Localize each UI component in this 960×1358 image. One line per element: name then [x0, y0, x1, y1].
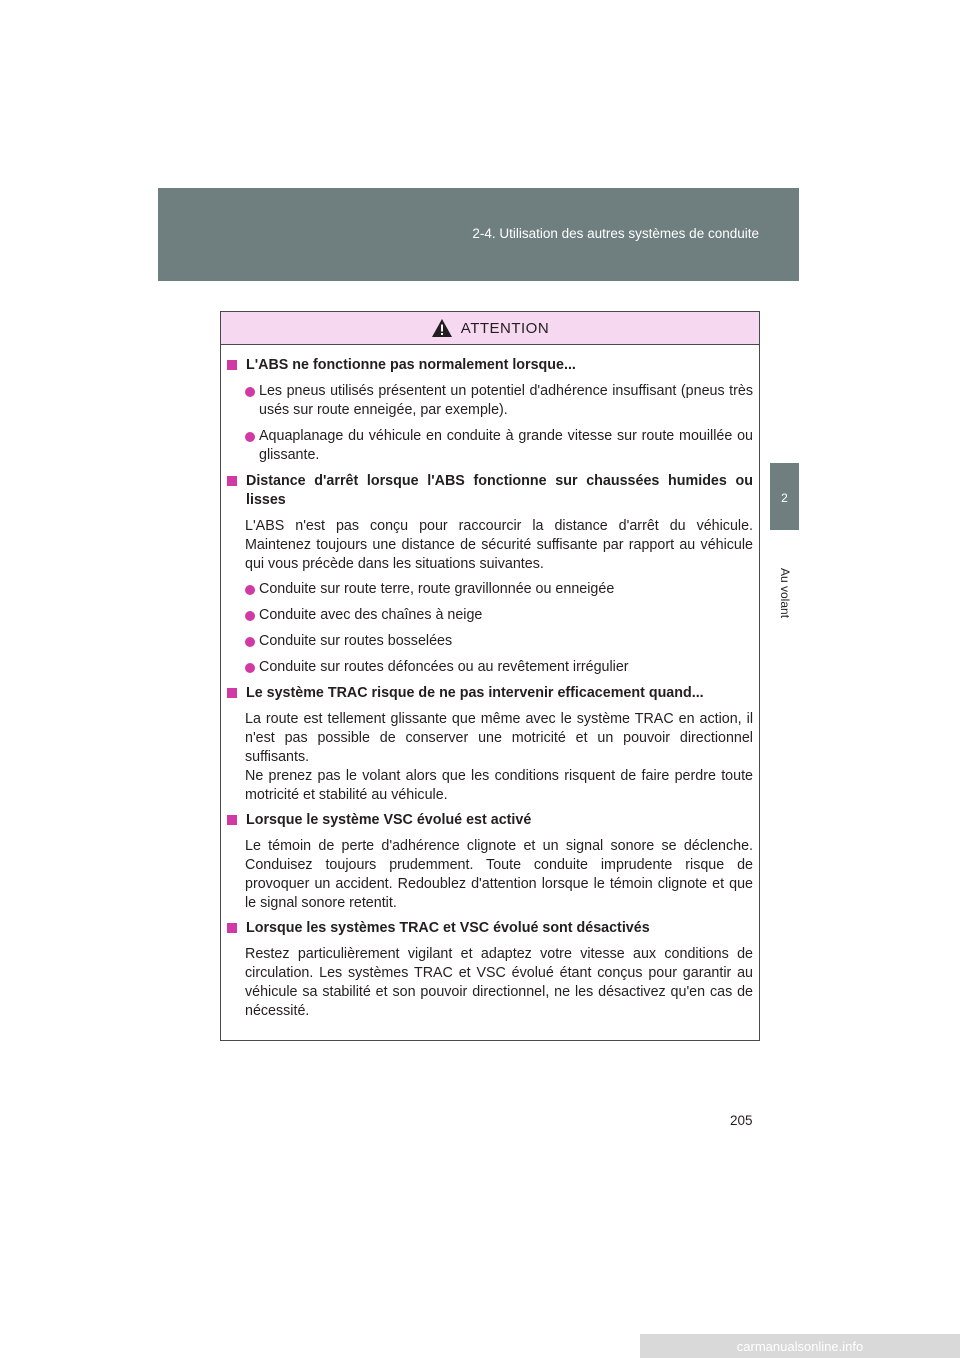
- section-header-band: [158, 188, 799, 281]
- square-bullet-icon: [227, 476, 237, 486]
- chapter-tab: [770, 463, 799, 530]
- section-title: 2-4. Utilisation des autres systèmes de conduite: [472, 226, 759, 241]
- distance-heading: Distance d'arrêt lorsque l'ABS fonctionne sur chaussées humides ou lisses: [227, 472, 753, 510]
- distance-bullet-3: Conduite sur routes bosselées: [227, 632, 753, 651]
- off-text: Restez particulièrement vigilant et adaptez votre vitesse aux conditions de circulation. Les systèmes TRAC et VSC évolué étant conçus pour garantir au véhicule sa stabilité et son pouvoir directionnel, ne les désactivez qu'en cas de nécessité.: [245, 946, 753, 1019]
- distance-text: L'ABS n'est pas conçu pour raccourcir la distance d'arrêt du véhicule. Maintenez toujours une distance de sécurité suffisante par rapport au véhicule qui vous précède dans les situations suivantes.: [245, 518, 753, 572]
- vsc-text: Le témoin de perte d'adhérence clignote et un signal sonore se déclenche. Conduisez toujours prudemment. Toute conduite imprudente risque de provoquer un accident. Redoublez d'attention lorsque le témoin clignote et que le signal sonore retentit.: [245, 838, 753, 911]
- caution-box: [220, 311, 760, 1041]
- page-number: 205: [730, 1113, 753, 1128]
- caution-body: [221, 345, 759, 1021]
- round-bullet-icon: [245, 637, 255, 647]
- square-bullet-icon: [227, 815, 237, 825]
- abs-bullet-2: Aquaplanage du véhicule en conduite à grande vitesse sur route mouillée ou glissante.: [227, 427, 753, 465]
- square-bullet-icon: [227, 688, 237, 698]
- chapter-number: 2: [781, 491, 788, 505]
- distance-bullet-4: Conduite sur routes défoncées ou au revêtement irrégulier: [227, 658, 753, 677]
- distance-bullet-1: Conduite sur route terre, route gravillonnée ou enneigée: [227, 580, 753, 599]
- abs-bullet-1: Les pneus utilisés présentent un potentiel d'adhérence insuffisant (pneus très usés sur route enneigée, par exemple).: [227, 382, 753, 420]
- chapter-label: Au volant: [778, 568, 792, 619]
- abs-heading: L'ABS ne fonctionne pas normalement lorsque...: [227, 356, 753, 375]
- vsc-heading: Lorsque le système VSC évolué est activé: [227, 811, 753, 830]
- round-bullet-icon: [245, 387, 255, 397]
- round-bullet-icon: [245, 611, 255, 621]
- warning-triangle-icon: [431, 318, 453, 338]
- square-bullet-icon: [227, 360, 237, 370]
- distance-bullet-2: Conduite avec des chaînes à neige: [227, 606, 753, 625]
- off-heading: Lorsque les systèmes TRAC et VSC évolué sont désactivés: [227, 919, 753, 938]
- round-bullet-icon: [245, 432, 255, 442]
- square-bullet-icon: [227, 923, 237, 933]
- caution-title: ATTENTION: [460, 319, 550, 337]
- round-bullet-icon: [245, 585, 255, 595]
- round-bullet-icon: [245, 663, 255, 673]
- caution-header: [221, 312, 759, 345]
- watermark: carmanualsonline.info: [640, 1334, 960, 1358]
- trac-heading: Le système TRAC risque de ne pas intervenir efficacement quand...: [227, 684, 753, 703]
- trac-text: La route est tellement glissante que même avec le système TRAC en action, il n'est pas possible de conserver une motricité et un pouvoir directionnel suffisants. Ne prenez pas le volant alors que les conditions risquent de faire perdre toute motricité et stabilité au véhicule.: [245, 711, 753, 803]
